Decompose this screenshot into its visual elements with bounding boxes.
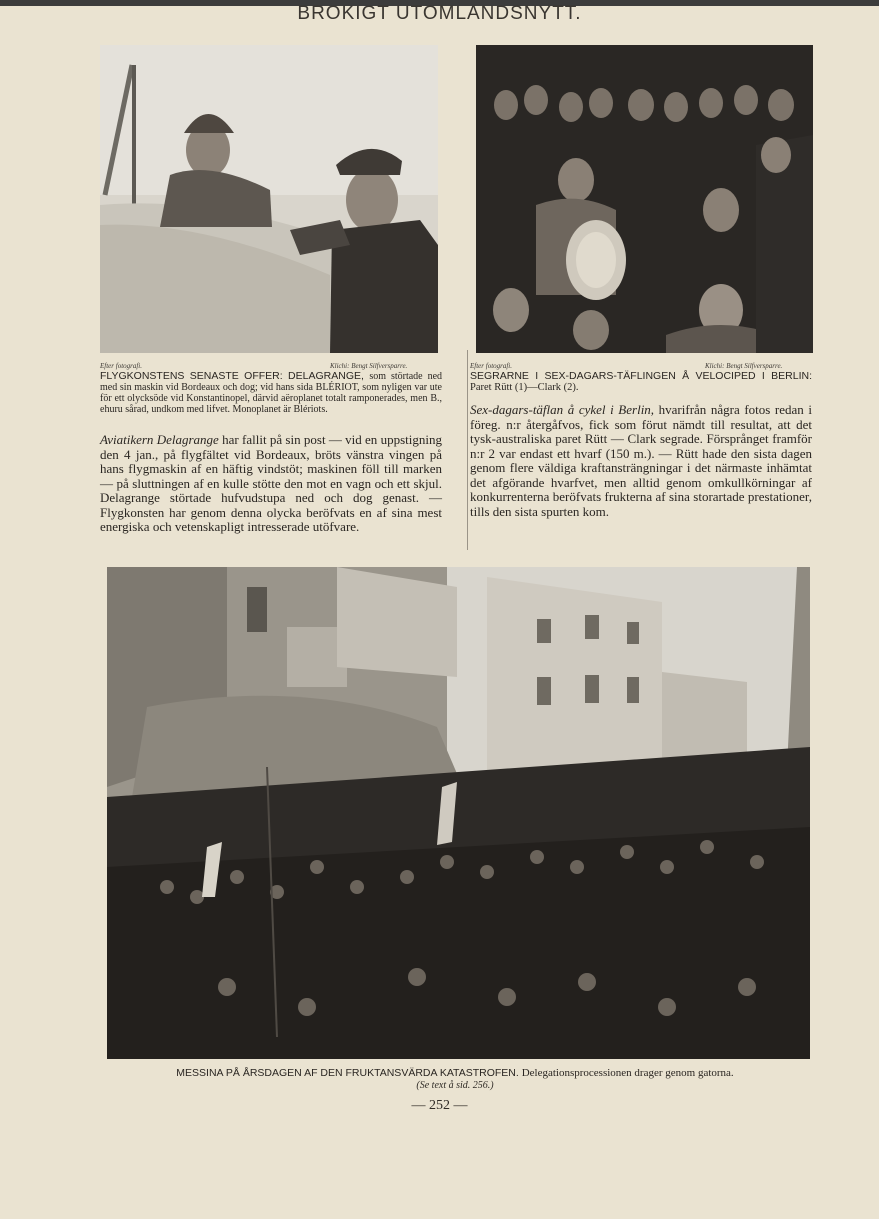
column-divider — [467, 350, 468, 550]
left-caption — [100, 371, 442, 415]
messina-caption — [100, 1067, 810, 1079]
right-caption-text: Paret Rütt (1)—Clark (2). — [470, 382, 579, 393]
photo-messina-procession — [107, 567, 810, 1059]
messina-caption-title: MESSINA PÅ ÅRSDAGEN AF DEN FRUKTANSVÄRDA KATASTROFEN. — [176, 1067, 519, 1079]
left-photo-credit: Efter fotografi. — [100, 362, 142, 370]
right-photo-credit: Efter fotografi. — [470, 362, 512, 370]
left-photo-cliche-credit: Klichi: Bengt Silfversparre. — [330, 362, 408, 370]
right-caption-title: SEGRARNE I SEX-DAGARS-TÄFLINGEN Å VELOCIPED I BERLIN: — [470, 370, 812, 382]
photo-aviators-image — [100, 45, 438, 353]
left-article — [100, 433, 442, 535]
right-article-lead: Sex-dagars-täflan å cykel i Berlin, — [470, 402, 655, 417]
messina-caption-desc: Delegationsprocessionen drager genom gatorna. — [521, 1067, 734, 1079]
see-text-reference: (Se text å sid. 256.) — [416, 1080, 494, 1091]
left-article-text: har fallit på sin post — vid en uppstigning den 4 jan., på flygfältet vid Bordeaux, bröts vänstra vingen på hans flygmaskin af en häftig vindstöt; maskinen föll till marken — på sluttningen af en kulle stötte den mot en vagn och ett skjul. Delagrange störtade hufvudstupa ned och dog genast. — Flygkonsten har genom denna olycka beröfvats en af sina mest energiska och vetenskapligt intresserade utöfvare. — [100, 432, 442, 534]
right-photo-cliche-credit: Klichi: Bengt Silfversparre. — [705, 362, 783, 370]
photo-cyclists — [476, 45, 813, 353]
photo-messina-image — [107, 567, 810, 1059]
right-caption — [470, 371, 812, 393]
right-article-text: hvarifrån några fotos redan i föreg. n:r återgåfvos, fick som förut nämdt till resultat, att det tysk-australiska paret Rütt — Clark segrade. Försprånget framför n:r 2 var endast ett hvarf (150 m.). — Rütt hade den sista dagen genom flere väldiga kraftansträngningar i det närmaste inhämtat det afgörande hvarfvet, men alltid genom omkullkörningar af konkurrenterna beröfvats frukterna af sina storartade prestationer, tills den sista spurten kom. — [470, 402, 812, 519]
left-article-lead: Aviatikern Delagrange — [100, 432, 219, 447]
photo-cyclists-image — [476, 45, 813, 353]
page-header: BROKIGT UTOMLANDSNYTT. — [297, 3, 582, 24]
left-caption-title: FLYGKONSTENS SENASTE OFFER: DELAGRANGE, — [100, 370, 364, 382]
left-caption-text: som störtade ned med sin maskin vid Bordeaux och dog; vid hans sida BLÉRIOT, som nyligen var ute för ett olycksöde vid Konstantinopel, därvid aëroplanet totalt ramponerades, men B., ehuru sårad, undkom med lifvet. Monoplanet är Blériots. — [100, 371, 443, 415]
photo-aviators — [100, 45, 438, 353]
right-article — [470, 403, 812, 519]
page-number: — 252 — — [411, 1098, 468, 1113]
